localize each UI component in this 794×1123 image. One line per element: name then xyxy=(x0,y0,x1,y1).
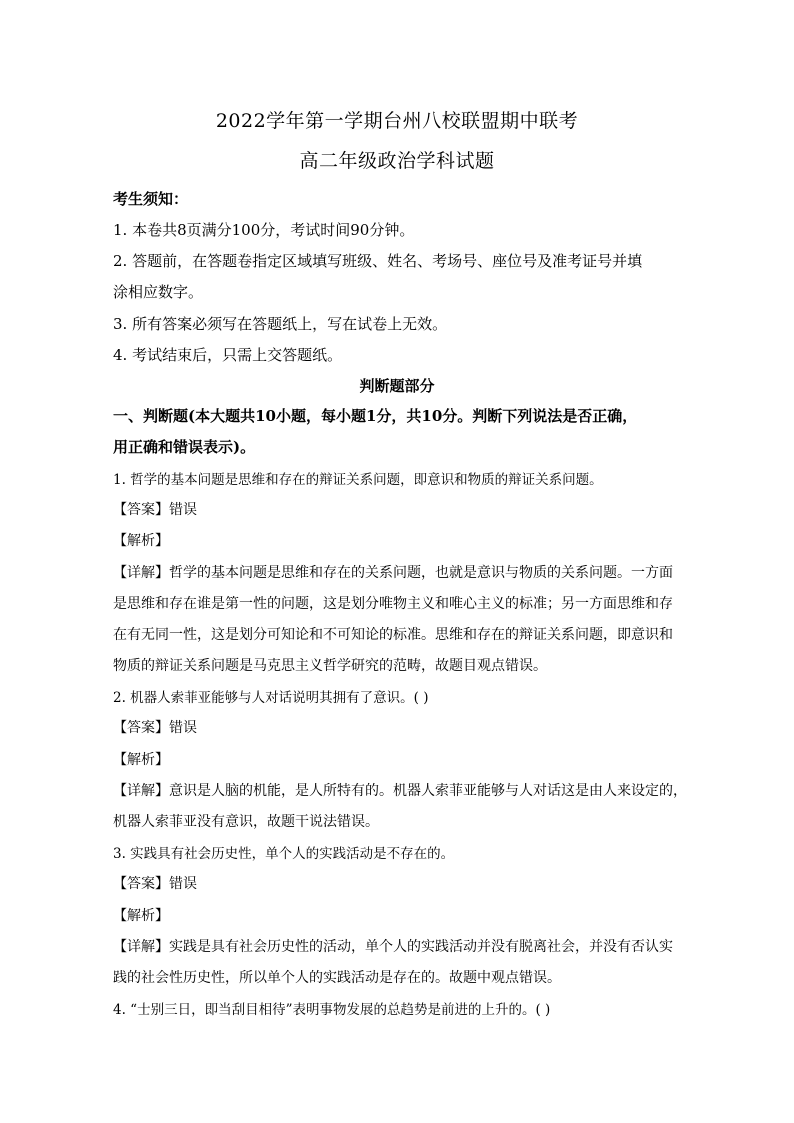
notice-heading: 考生须知： xyxy=(113,190,189,208)
notice-item: 2. 答题前，在答题卷指定区域填写班级、姓名、考场号、座位号及准考证号并填 xyxy=(113,252,643,270)
detail-text: 物质的辩证关系问题是马克思主义哲学研究的范畴，故题目观点错误。 xyxy=(113,658,547,674)
detail-text: 践的社会性历史性，所以单个人的实践活动是存在的。故题中观点错误。 xyxy=(113,970,561,986)
detail-text: 实践是具有社会历史性的活动，单个人的实践活动并没有脱离社会，并没有否认实 xyxy=(169,939,673,955)
detail-text: 意识是人脑的机能，是人所特有的。机器人索菲亚能够与人对话这是由人来设定的， xyxy=(169,783,687,799)
detail-row xyxy=(113,780,688,800)
detail-row xyxy=(113,936,688,956)
answer-value: 错误 xyxy=(169,502,197,518)
detail-label: 【详解】 xyxy=(113,783,169,799)
answer-row xyxy=(113,717,688,737)
answer-label: 【答案】 xyxy=(113,876,169,892)
question-stem: 4. “士别三日，即当刮目相待”表明事物发展的总趋势是前进的上升的。( ) xyxy=(113,1002,551,1018)
exam-title-line2: 高二年级政治学科试题 xyxy=(299,150,495,172)
answer-label: 【答案】 xyxy=(113,502,169,518)
exam-title-line1: 2022学年第一学期台州八校联盟期中联考 xyxy=(215,110,579,132)
detail-text: 哲学的基本问题是思维和存在的关系问题，也就是意识与物质的关系问题。一方面 xyxy=(169,565,673,581)
notice-item: 4. 考试结束后，只需上交答题纸。 xyxy=(113,346,343,364)
question-stem: 1. 哲学的基本问题是思维和存在的辩证关系问题，即意识和物质的辩证关系问题。 xyxy=(113,472,603,488)
detail-text: 机器人索菲亚没有意识，故题干说法错误。 xyxy=(113,814,379,830)
answer-row xyxy=(113,499,688,519)
detail-label: 【详解】 xyxy=(113,939,169,955)
question-stem: 2. 机器人索菲亚能够与人对话说明其拥有了意识。( ) xyxy=(113,690,429,706)
analysis-label: 【解析】 xyxy=(113,908,169,924)
question-stem: 3. 实践具有社会历史性，单个人的实践活动是不存在的。 xyxy=(113,846,455,862)
answer-row xyxy=(113,873,688,893)
answer-label: 【答案】 xyxy=(113,720,169,736)
section-title: 判断题部分 xyxy=(359,377,435,395)
answer-value: 错误 xyxy=(169,720,197,736)
detail-text: 是思维和存在谁是第一性的问题，这是划分唯物主义和唯心主义的标准；另一方面思维和存 xyxy=(113,596,673,612)
detail-row xyxy=(113,562,688,582)
notice-item: 1. 本卷共8页满分100分，考试时间90分钟。 xyxy=(113,221,415,239)
notice-item: 3. 所有答案必须写在答题纸上，写在试卷上无效。 xyxy=(113,315,448,333)
analysis-label: 【解析】 xyxy=(113,752,169,768)
section-instruction: 用正确和错误表示)。 xyxy=(113,438,256,456)
section-instruction: 一、判断题(本大题共10小题，每小题1分，共10分。判断下列说法是否正确， xyxy=(113,407,638,425)
detail-label: 【详解】 xyxy=(113,565,169,581)
answer-value: 错误 xyxy=(169,876,197,892)
detail-text: 在有无同一性，这是划分可知论和不可知论的标准。思维和存在的辩证关系问题，即意识和 xyxy=(113,627,673,643)
notice-item: 涂相应数字。 xyxy=(113,283,204,301)
analysis-label: 【解析】 xyxy=(113,533,169,549)
